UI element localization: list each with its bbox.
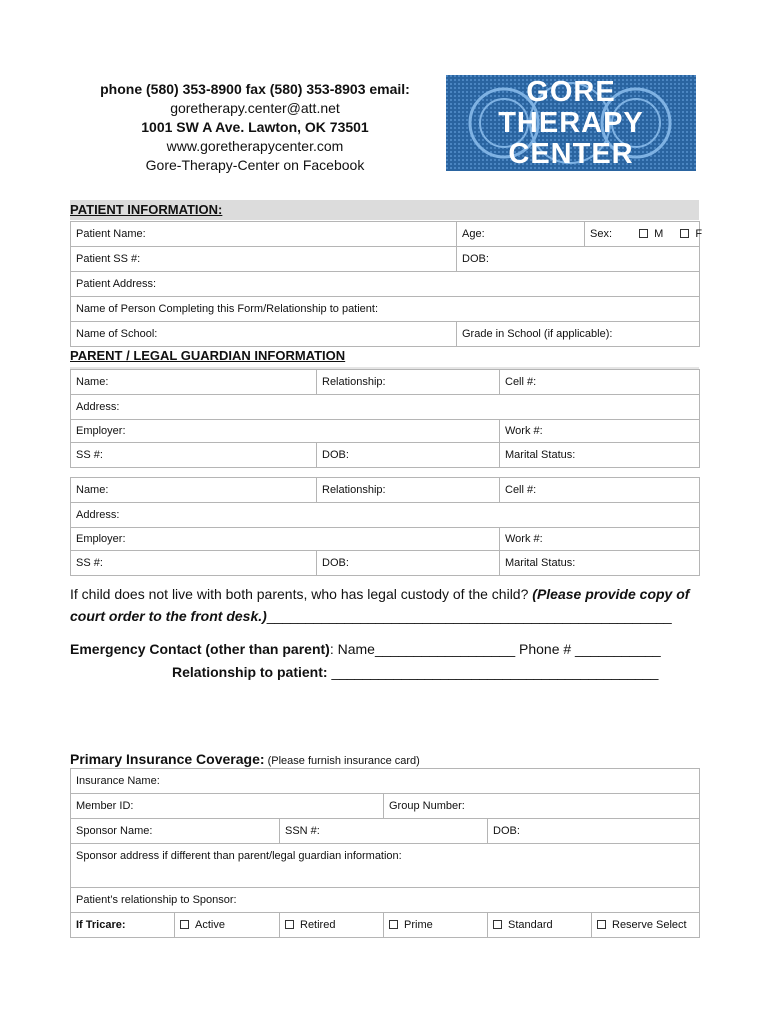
guardian1-cell-field[interactable]: Cell #: (500, 370, 700, 395)
guardian2-cell-field[interactable]: Cell #: (500, 478, 700, 503)
school-name-field[interactable]: Name of School: (71, 322, 457, 347)
tricare-label: If Tricare: (71, 913, 175, 938)
patient-dob-field[interactable]: DOB: (457, 247, 700, 272)
sponsor-name-field[interactable]: Sponsor Name: (71, 819, 280, 844)
clinic-logo (446, 75, 696, 171)
emergency-relationship-label: Relationship to patient: (172, 664, 332, 680)
patient-info-table (70, 221, 703, 347)
checkbox-icon[interactable] (180, 920, 189, 929)
patient-sex-field[interactable] (585, 222, 703, 247)
insurance-title: Primary Insurance Coverage: (70, 751, 265, 767)
checkbox-icon[interactable] (639, 229, 648, 238)
emergency-contact-label: Emergency Contact (other than parent) (70, 641, 330, 657)
group-number-field[interactable]: Group Number: (384, 794, 700, 819)
emergency-relationship-blank[interactable]: __________________________________________ (331, 664, 659, 680)
guardian1-employer-field[interactable]: Employer: (71, 420, 500, 443)
sponsor-address-field[interactable]: Sponsor address if different than parent/legal guardian information: (71, 844, 700, 888)
tricare-standard-label: Standard (508, 919, 553, 931)
tricare-active-label: Active (195, 919, 225, 931)
patient-address-field[interactable]: Patient Address: (71, 272, 700, 297)
clinic-website: www.goretherapycenter.com (166, 138, 344, 154)
custody-question (70, 583, 700, 627)
checkbox-icon[interactable] (680, 229, 689, 238)
guardian1-ss-field[interactable]: SS #: (71, 443, 317, 468)
tricare-reserve-select-option[interactable] (592, 913, 700, 938)
clinic-email: goretherapy.center@att.net (170, 100, 340, 116)
member-id-field[interactable]: Member ID: (71, 794, 384, 819)
tricare-active-option[interactable] (175, 913, 280, 938)
contact-line: phone (580) 353-8900 fax (580) 353-8903 email: (100, 81, 410, 97)
sex-male-label: M (654, 228, 664, 240)
checkbox-icon[interactable] (493, 920, 502, 929)
guardian1-dob-field[interactable]: DOB: (317, 443, 500, 468)
school-grade-field[interactable]: Grade in School (if applicable): (457, 322, 700, 347)
sex-male-option[interactable] (639, 228, 663, 240)
guardian2-ss-field[interactable]: SS #: (71, 551, 317, 576)
guardian-table-1 (70, 369, 700, 468)
custody-note-a: (Please provide copy of (532, 586, 690, 602)
guardian1-name-field[interactable]: Name: (71, 370, 317, 395)
custody-answer-blank[interactable]: ____________________________________________________ (266, 608, 672, 624)
emergency-relationship-line (172, 661, 692, 683)
tricare-prime-label: Prime (404, 919, 433, 931)
guardian1-work-field[interactable]: Work #: (500, 420, 700, 443)
logo-text-center: CENTER (508, 138, 634, 170)
sex-label: Sex: (590, 228, 613, 240)
guardian2-work-field[interactable]: Work #: (500, 528, 700, 551)
sponsor-dob-field[interactable]: DOB: (488, 819, 700, 844)
form-completer-field[interactable]: Name of Person Completing this Form/Relationship to patient: (71, 297, 700, 322)
patient-name-field[interactable]: Patient Name: (71, 222, 457, 247)
emergency-name-label: : Name (329, 641, 375, 657)
guardian1-marital-field[interactable]: Marital Status: (500, 443, 700, 468)
checkbox-icon[interactable] (389, 920, 398, 929)
guardian1-relationship-field[interactable]: Relationship: (317, 370, 500, 395)
logo-text-gore: GORE (526, 76, 616, 108)
emergency-name-blank[interactable]: __________________ (374, 641, 516, 657)
clinic-facebook: Gore-Therapy-Center on Facebook (145, 157, 365, 173)
patient-section-title: PATIENT INFORMATION: (70, 202, 223, 217)
clinic-address: 1001 SW A Ave. Lawton, OK 73501 (141, 119, 369, 135)
insurance-table (70, 768, 700, 938)
tricare-retired-option[interactable] (280, 913, 384, 938)
sex-female-option[interactable] (680, 228, 702, 240)
guardian-section-title: PARENT / LEGAL GUARDIAN INFORMATION (70, 348, 346, 363)
logo-text-therapy: THERAPY (498, 107, 644, 139)
sponsor-relationship-field[interactable]: Patient’s relationship to Sponsor: (71, 888, 700, 913)
sex-female-label: F (695, 228, 703, 240)
guardian2-employer-field[interactable]: Employer: (71, 528, 500, 551)
guardian2-address-field[interactable]: Address: (71, 503, 700, 528)
emergency-phone-blank[interactable]: ___________ (575, 641, 661, 657)
tricare-reserve-select-label: Reserve Select (612, 919, 687, 931)
emergency-contact-line (70, 638, 710, 660)
checkbox-icon[interactable] (597, 920, 606, 929)
emergency-phone-label: Phone # (515, 641, 576, 657)
insurance-note: (Please furnish insurance card) (264, 755, 420, 767)
tricare-standard-option[interactable] (488, 913, 592, 938)
clinic-contact-block (70, 80, 440, 175)
patient-ss-field[interactable]: Patient SS #: (71, 247, 457, 272)
guardian2-name-field[interactable]: Name: (71, 478, 317, 503)
guardian2-dob-field[interactable]: DOB: (317, 551, 500, 576)
guardian1-address-field[interactable]: Address: (71, 395, 700, 420)
insurance-name-field[interactable]: Insurance Name: (71, 769, 700, 794)
guardian2-marital-field[interactable]: Marital Status: (500, 551, 700, 576)
tricare-prime-option[interactable] (384, 913, 488, 938)
custody-question-text: If child does not live with both parents, who has legal custody of the child? (70, 586, 533, 602)
tricare-retired-label: Retired (300, 919, 336, 931)
guardian2-relationship-field[interactable]: Relationship: (317, 478, 500, 503)
custody-note-b: court order to the front desk.) (70, 608, 267, 624)
guardian-table-2 (70, 477, 700, 576)
sponsor-ssn-field[interactable]: SSN #: (280, 819, 488, 844)
patient-age-field[interactable]: Age: (457, 222, 585, 247)
checkbox-icon[interactable] (285, 920, 294, 929)
